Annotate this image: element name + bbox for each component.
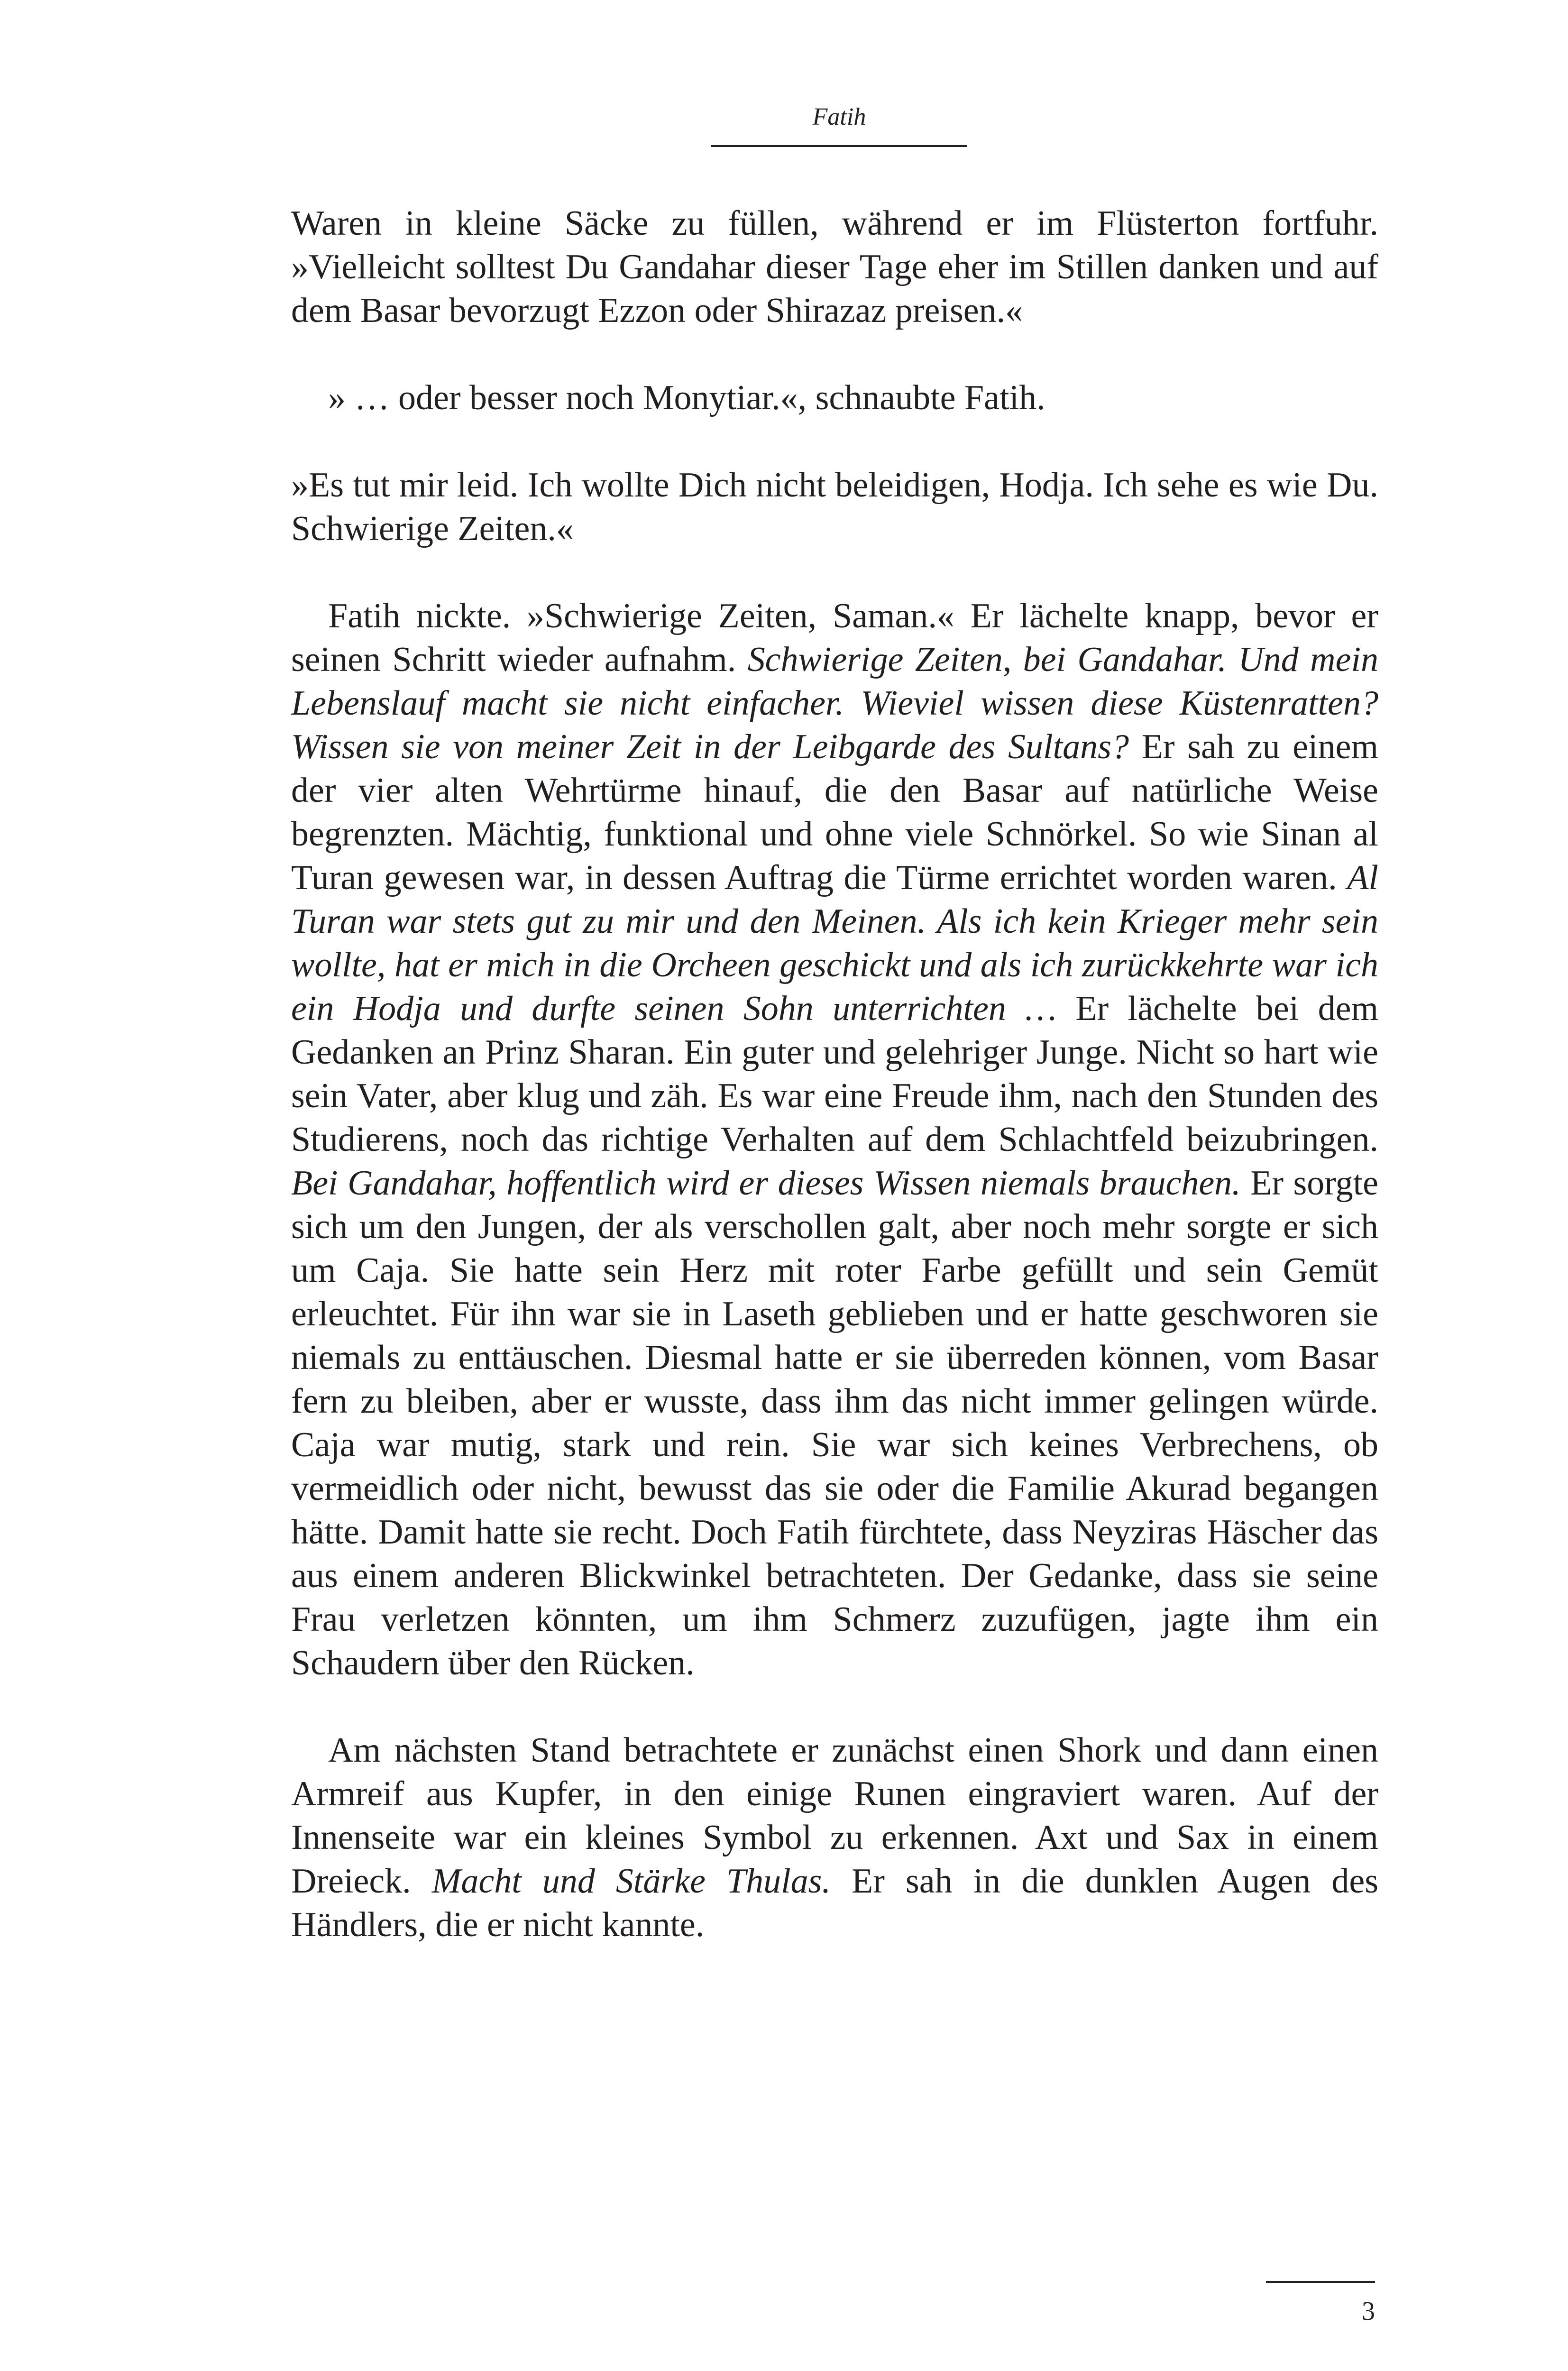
- footer-rule: [1266, 2281, 1375, 2283]
- paragraph-2: [291, 376, 1378, 420]
- paragraph-5: [291, 1728, 1378, 1947]
- page-number: 3: [1362, 2297, 1375, 2326]
- italic-thought: Bei Gandahar, hoffentlich wird er dieses Wissen niemals brauchen.: [291, 1164, 1241, 1203]
- paragraph-1: [291, 202, 1378, 332]
- text-run: Er sah in die dunklen Augen des Händlers, die er nicht kannte.: [291, 1862, 1379, 1944]
- italic-thought: Al Turan war stets gut zu mir und den Meinen. Als ich kein Krieger mehr sein wollte, hat er mich in die Orcheen geschickt und als ich zurückkehrte war ich ein Hodja und durfte seinen Sohn unterrichten …: [291, 858, 1378, 1028]
- text-run: Am nächsten Stand betrachtete er zunächst einen Shork und dann einen Armreif aus Kupfer, in den einige Runen eingraviert waren. Auf der Innenseite war ein kleines Symbol zu erkennen. Axt und Sax in einem Dreieck.: [291, 1731, 1378, 1901]
- text-run: Er sah zu einem der vier alten Wehrtürme hinauf, die den Basar auf natürliche Weise begrenzten. Mächtig, funktional und ohne viele Schnörkel. So wie Sinan al Turan gewesen war, in dessen Auftrag die Türme errichtet worden waren.: [291, 727, 1379, 897]
- text-run: »Es tut mir leid. Ich wollte Dich nicht beleidigen, Hodja. Ich sehe es wie Du. Schwierige Zeiten.«: [291, 466, 1378, 548]
- italic-thought: Schwierige Zeiten, bei Gandahar. Und mein Lebenslauf macht sie nicht einfacher. Wieviel wissen diese Küstenratten? Wissen sie von meiner Zeit in der Leibgarde des Sultans?: [291, 640, 1378, 766]
- text-run: Er lächelte bei dem Gedanken an Prinz Sharan. Ein guter und gelehriger Junge. Nicht so hart wie sein Vater, aber klug und zäh. Es war eine Freude ihm, nach den Stunden des Studierens, noch das richtige Verhalten auf dem Schlachtfeld beizubringen.: [291, 989, 1378, 1159]
- text-run: Er sorgte sich um den Jungen, der als verschollen galt, aber noch mehr sorgte er sich um Caja. Sie hatte sein Herz mit roter Farbe gefüllt und sein Gemüt erleuchtet. Für ihn war sie in Laseth geblieben und er hatte geschworen sie niemals zu enttäuschen. Diesmal hatte er sie überreden können, vom Basar fern zu bleiben, aber er wusste, dass ihm das nicht immer gelingen würde. Caja war mutig, stark und rein. Sie war sich keines Verbrechens, ob vermeidlich oder nicht, bewusst das sie oder die Familie Akurad begangen hätte. Damit hatte sie recht. Doch Fatih fürchtete, dass Neyziras Häscher das aus einem anderen Blickwinkel betrachteten. Der Gedanke, dass sie seine Frau verletzen könnten, um ihm Schmerz zuzufügen, jagte ihm ein Schaudern über den Rücken.: [291, 1164, 1378, 1682]
- running-head: Fatih: [812, 103, 866, 130]
- header-rule: [711, 145, 967, 147]
- italic-thought: Macht und Stärke Thulas.: [431, 1862, 831, 1901]
- text-run: Fatih nickte. »Schwierige Zeiten, Saman.« Er lächelte knapp, bevor er seinen Schritt wieder aufnahm.: [291, 597, 1378, 679]
- paragraph-4: [291, 594, 1378, 1685]
- body-text: [291, 202, 1378, 1947]
- paragraph-3: [291, 463, 1378, 551]
- text-run: Waren in kleine Säcke zu füllen, während er im Flüsterton fortfuhr. »Vielleicht solltest Du Gandahar dieser Tage eher im Stillen danken und auf dem Basar bevorzugt Ezzon oder Shirazaz preisen.«: [291, 204, 1378, 330]
- text-run: » … oder besser noch Monytiar.«, schnaubte Fatih.: [328, 378, 1045, 417]
